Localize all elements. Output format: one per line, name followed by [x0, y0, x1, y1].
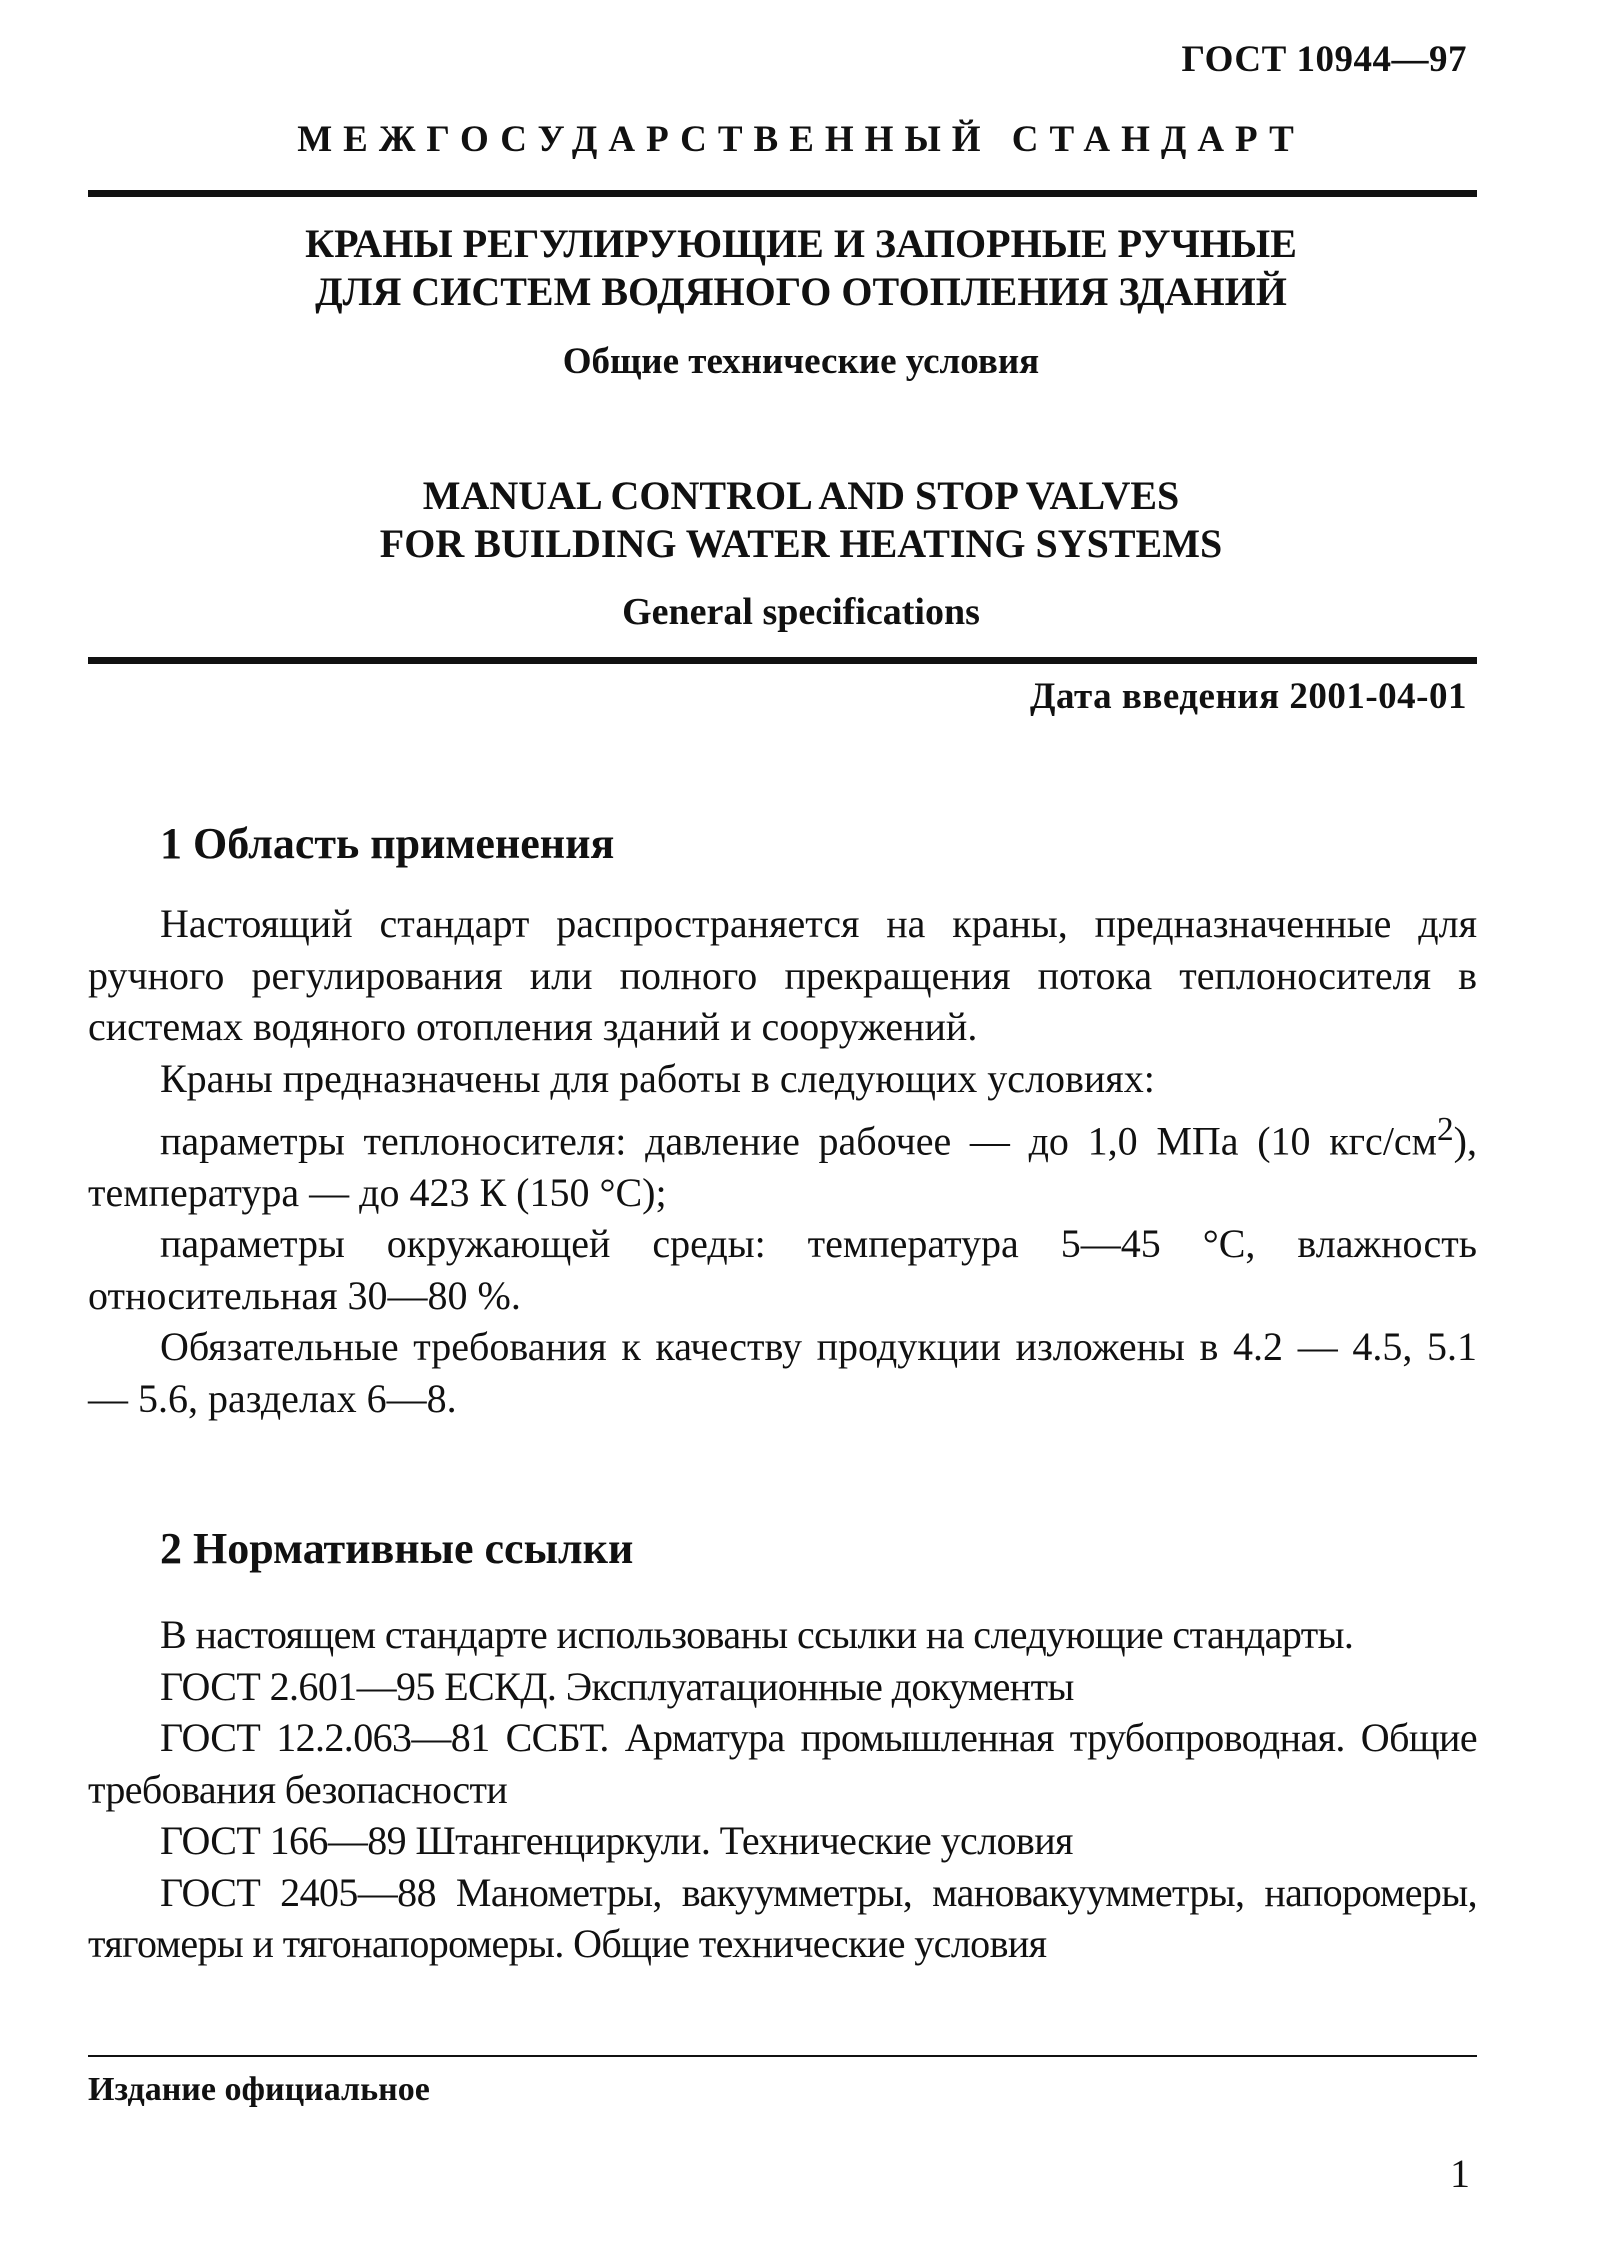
interstate-standard-label: МЕЖГОСУДАРСТВЕННЫЙ СТАНДАРТ — [297, 119, 1305, 160]
normative-reference: ГОСТ 166—89 Штангенциркули. Технические условия — [160, 1818, 1073, 1863]
coolant-parameters-text: параметры теплоносителя: давление рабочее — до 1,0 МПа (10 кгс/см — [160, 1118, 1437, 1164]
normative-reference: ГОСТ 2405—88 Манометры, вакуумметры, мановакуумметры, напоромеры, тягомеры и тягонапоромеры. Общие технические условия — [88, 1869, 1477, 1966]
title-english-line-2: FOR BUILDING WATER HEATING SYSTEMS — [379, 521, 1223, 566]
document-code: ГОСТ 10944—97 — [1181, 39, 1467, 80]
section-1-paragraph: параметры окружающей среды: температура 5—45 °С, влажность относительная 30—80 %. — [88, 1221, 1477, 1318]
section-1-paragraph: Настоящий стандарт распространяется на краны, предназначенные для ручного регулирования или полного прекращения потока теплоносителя в системах водяного отопления зданий и сооружений. — [88, 901, 1477, 1049]
section-1-paragraph — [88, 1104, 1477, 1218]
section-1-body — [88, 898, 1477, 1424]
section-2-heading: 2 Нормативные ссылки — [160, 1524, 634, 1573]
subtitle-english: General specifications — [622, 591, 980, 633]
coolant-parameters-text-end: ), температура — до 423 К (150 °С); — [88, 1118, 1477, 1215]
title-bottom-rule — [88, 657, 1477, 664]
introduction-date: Дата введения 2001-04-01 — [1030, 676, 1467, 717]
subtitle-russian: Общие технические условия — [562, 341, 1040, 382]
title-english — [0, 472, 1602, 568]
title-russian — [0, 220, 1602, 316]
title-russian-line-1: КРАНЫ РЕГУЛИРУЮЩИЕ И ЗАПОРНЫЕ РУЧНЫЕ — [305, 221, 1297, 266]
section-1-paragraph: Краны предназначены для работы в следующих условиях: — [160, 1055, 1155, 1101]
normative-reference: ГОСТ 2.601—95 ЕСКД. Эксплуатационные документы — [160, 1663, 1074, 1709]
section-1-paragraph: Обязательные требования к качеству продукции изложены в 4.2 — 4.5, 5.1 — 5.6, разделах 6—8. — [88, 1324, 1477, 1421]
section-2-body — [88, 1609, 1477, 1970]
official-edition-label: Издание официальное — [88, 2071, 430, 2108]
top-rule — [88, 190, 1477, 197]
section-2-paragraph: В настоящем стандарте использованы ссылки на следующие стандарты. — [160, 1612, 1354, 1657]
title-english-line-1: MANUAL CONTROL AND STOP VALVES — [422, 473, 1180, 518]
footer-rule — [88, 2055, 1477, 2057]
normative-reference: ГОСТ 12.2.063—81 ССБТ. Арматура промышленная трубопроводная. Общие требования безопасности — [88, 1715, 1477, 1812]
superscript-2: 2 — [1437, 1111, 1454, 1148]
page-number: 1 — [1450, 2151, 1470, 2196]
title-russian-line-2: ДЛЯ СИСТЕМ ВОДЯНОГО ОТОПЛЕНИЯ ЗДАНИЙ — [315, 269, 1287, 314]
section-1-heading: 1 Область применения — [160, 819, 615, 868]
